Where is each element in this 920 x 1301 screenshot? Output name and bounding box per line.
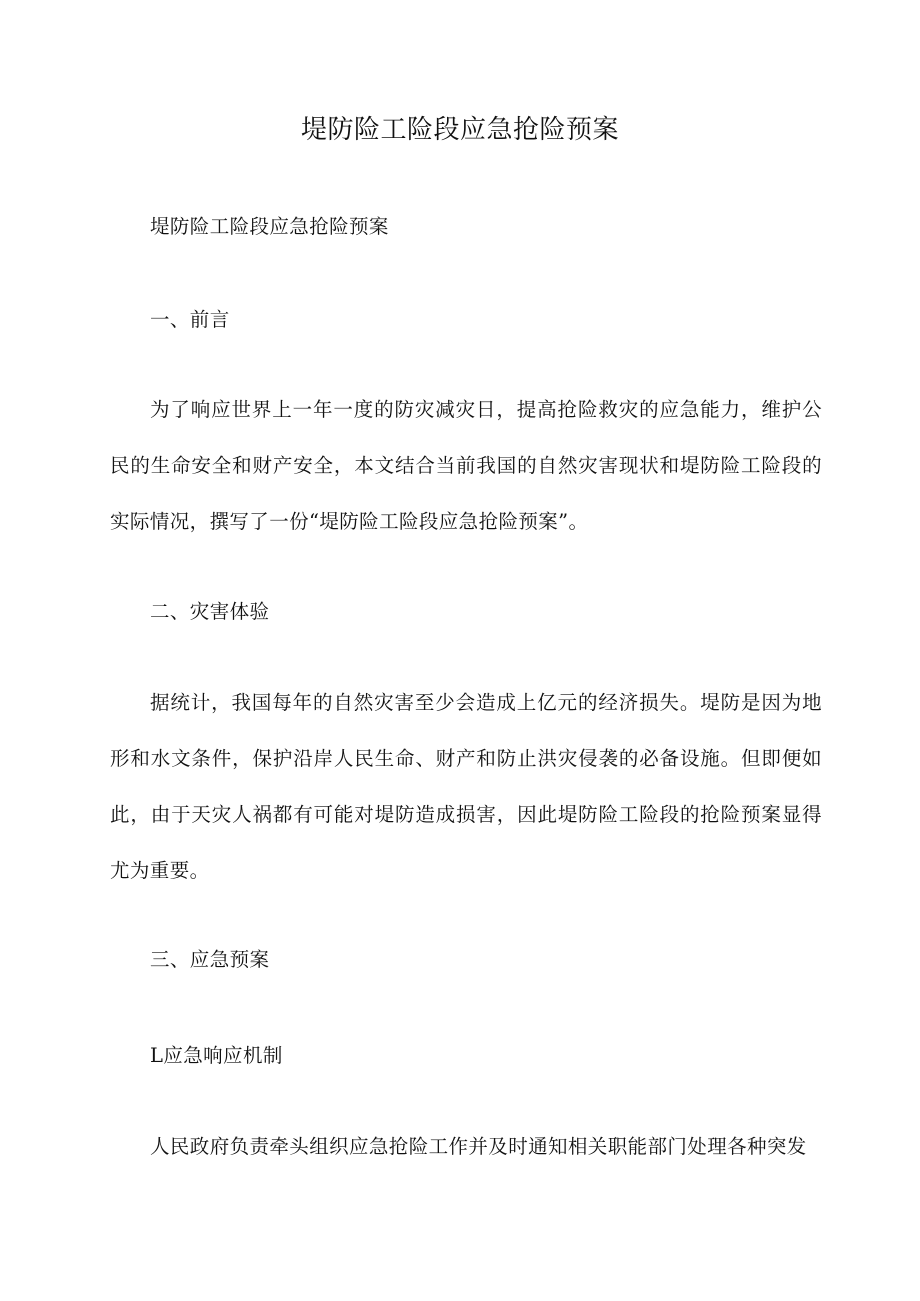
document-title: 堤防险工险段应急抢险预案 — [300, 115, 619, 145]
section-heading-preface: 一、前言 — [150, 308, 230, 331]
section-heading-disaster: 二、灾害体验 — [150, 600, 270, 623]
subsection-heading-mechanism: L应急响应机制 — [150, 1044, 283, 1067]
document-subtitle: 堤防险工险段应急抢险预案 — [150, 215, 389, 238]
section-heading-plan: 三、应急预案 — [150, 948, 270, 971]
paragraph-mechanism: 人民政府负责牵头组织应急抢险工作并及时通知相关职能部门处理各种突发 — [150, 1135, 807, 1158]
paragraph-preface: 为了响应世界上一年一度的防灾减灾日，提高抢险救灾的应急能力，维护公民的生命安全和财产安全，本文结合当前我国的自然灾害现状和堤防险工险段的实际情况，撰写了一份“堤防险工险段应急抢险预案”。 — [110, 398, 822, 533]
paragraph-disaster: 据统计，我国每年的自然灾害至少会造成上亿元的经济损失。堤防是因为地形和水文条件，保护沿岸人民生命、财产和防止洪灾侵袭的必备设施。但即便如此，由于天灾人祸都有可能对堤防造成损害，因此堤防险工险段的抢险预案显得尤为重要。 — [110, 691, 822, 882]
